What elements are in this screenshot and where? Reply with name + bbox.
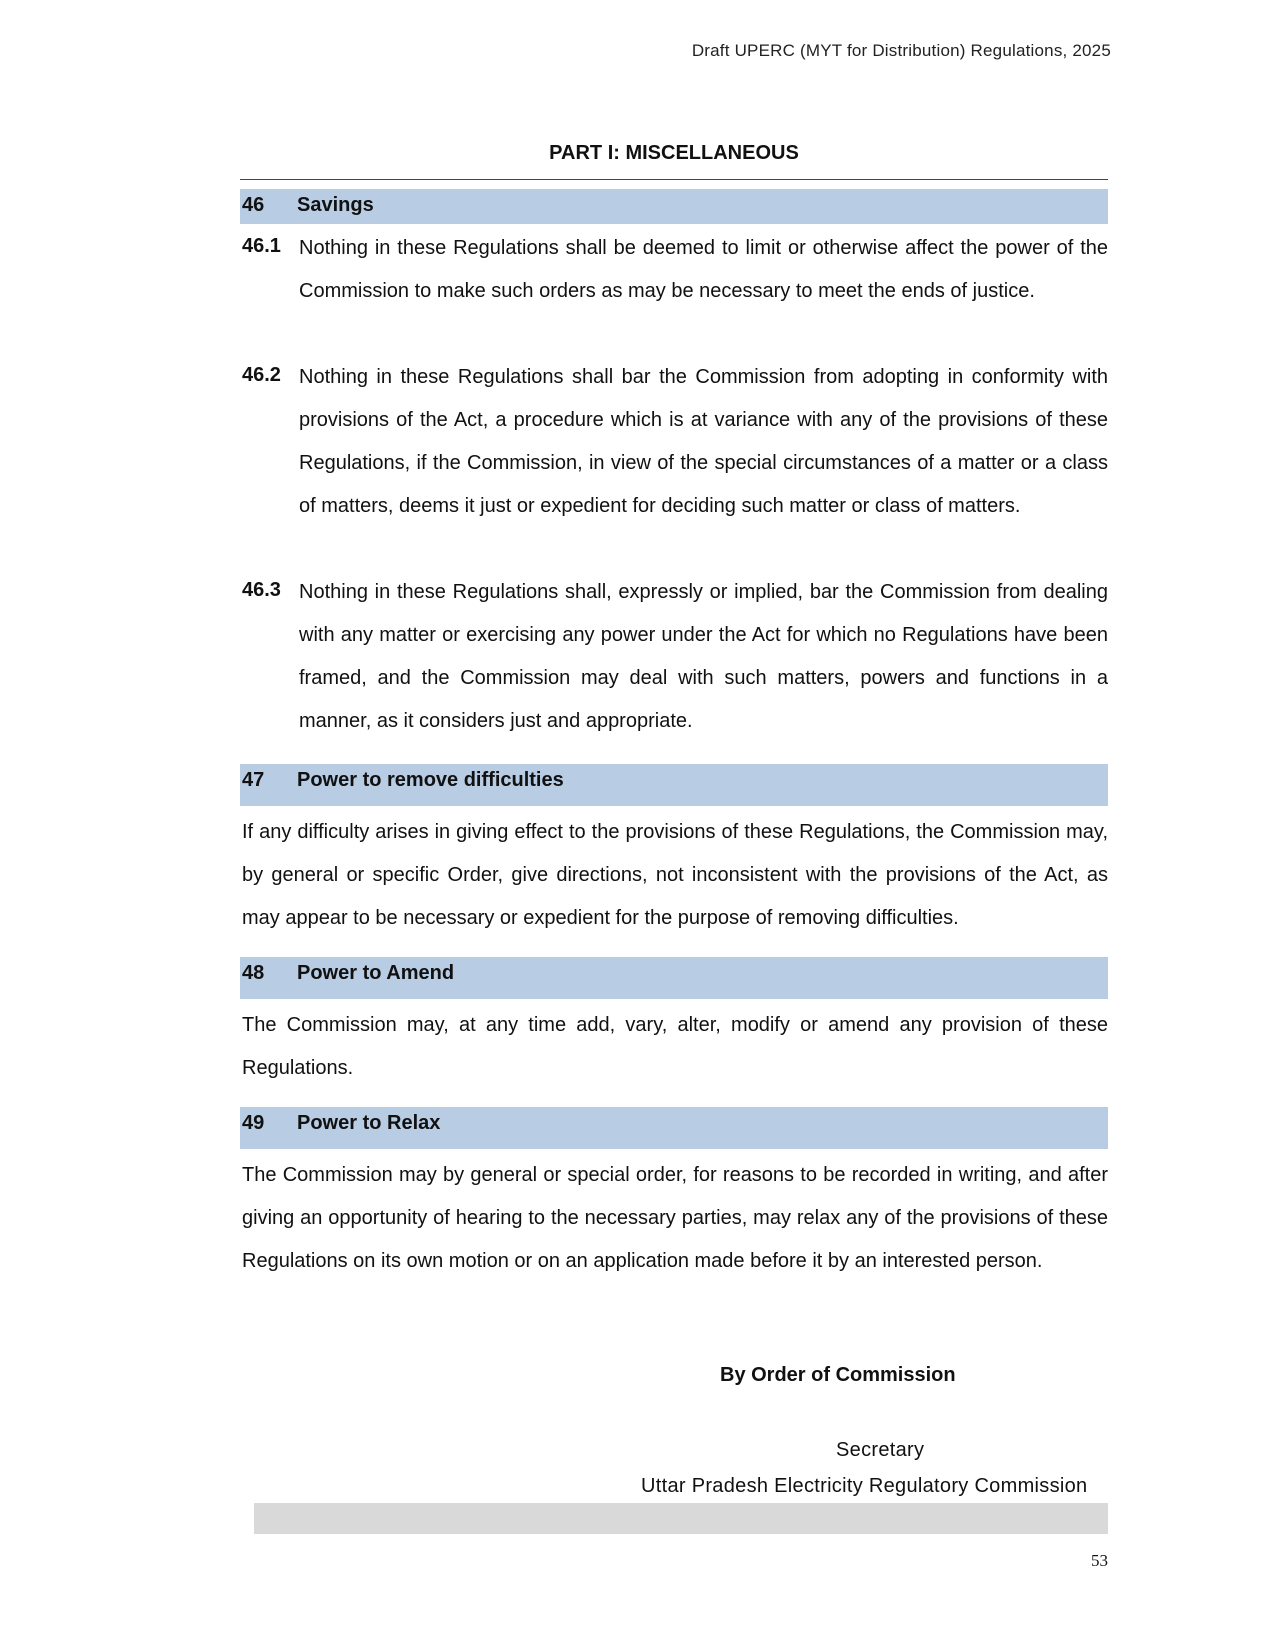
running-header: Draft UPERC (MYT for Distribution) Regulations, 2025: [691, 41, 1111, 60]
section-number: 47: [242, 769, 265, 791]
section-49-heading: [240, 1107, 1108, 1149]
section-title: Power to remove difficulties: [297, 769, 564, 791]
section-title: Savings: [297, 194, 374, 216]
section-46-heading: [240, 189, 1108, 224]
section-title: Power to Relax: [297, 1112, 441, 1134]
secretary-designation: Secretary: [836, 1439, 925, 1461]
section-49-text: The Commission may by general or special order, for reasons to be recorded in writing, and after giving an opportunity of hearing to the necessary parties, may relax any of the provisions of these Regulations on its own motion or on an application made before it by an interested person.: [242, 1164, 1108, 1272]
section-47-text: If any difficulty arises in giving effect to the provisions of these Regulations, the Commission may, by general or specific Order, give directions, not inconsistent with the provisions of the Act, as may appear to be necessary or expedient for the purpose of removing difficulties.: [242, 821, 1108, 929]
section-number: 48: [242, 962, 265, 984]
commission-name: Uttar Pradesh Electricity Regulatory Commission: [641, 1475, 1088, 1497]
clause-number: 46.1: [242, 235, 281, 257]
clause-text: Nothing in these Regulations shall, expressly or implied, bar the Commission from dealing with any matter or exercising any power under the Act for which no Regulations have been framed, and the Commission may deal with such matters, powers and functions in a manner, as it considers just and appropriate.: [299, 581, 1108, 732]
page-number: 53: [1091, 1551, 1108, 1570]
clause-46-2: [240, 356, 1108, 528]
clause-46-3: [240, 571, 1108, 743]
clause-46-1: [240, 227, 1108, 313]
clause-number: 46.3: [242, 579, 281, 601]
clause-text: Nothing in these Regulations shall be deemed to limit or otherwise affect the power of the Commission to make such orders as may be necessary to meet the ends of justice.: [299, 237, 1108, 302]
section-title: Power to Amend: [297, 962, 455, 984]
section-48-text: The Commission may, at any time add, vary, alter, modify or amend any provision of these Regulations.: [242, 1014, 1108, 1079]
by-order-line: By Order of Commission: [720, 1364, 956, 1386]
section-number: 49: [242, 1112, 265, 1134]
title-rule: [240, 179, 1108, 180]
footer-bar: [254, 1503, 1108, 1534]
clause-text: Nothing in these Regulations shall bar the Commission from adopting in conformity with provisions of the Act, a procedure which is at variance with any of the provisions of these Regulations, if the Commission, in view of the special circumstances of a matter or a class of matters, deems it just or expedient for deciding such matter or class of matters.: [299, 366, 1108, 517]
clause-number: 46.2: [242, 364, 281, 386]
part-title: PART I: MISCELLANEOUS: [549, 142, 799, 164]
section-47-heading: [240, 764, 1108, 806]
section-number: 46: [242, 194, 265, 216]
section-48-heading: [240, 957, 1108, 999]
